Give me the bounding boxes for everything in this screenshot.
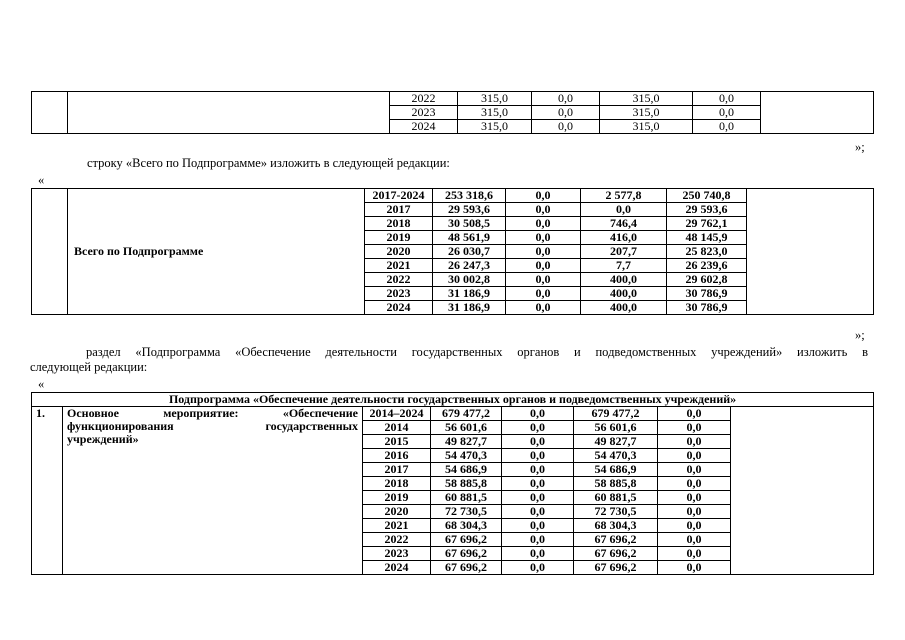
table-1 (31, 91, 874, 134)
year-cell: 2023 (365, 287, 433, 301)
value-cell: 56 601,6 (574, 421, 658, 435)
value-cell: 31 186,9 (433, 287, 506, 301)
value-cell: 250 740,8 (667, 189, 747, 203)
year-cell: 2020 (363, 505, 431, 519)
value-cell: 0,0 (658, 533, 731, 547)
value-cell: 29 593,6 (667, 203, 747, 217)
value-cell: 0,0 (506, 287, 581, 301)
year-cell: 2021 (365, 259, 433, 273)
empty-cell (761, 92, 874, 134)
description-word: функционирования (67, 419, 174, 433)
value-cell: 58 885,8 (431, 477, 502, 491)
value-cell: 72 730,5 (431, 505, 502, 519)
value-cell: 0,0 (658, 547, 731, 561)
year-cell: 2023 (390, 106, 458, 120)
value-cell: 0,0 (532, 120, 600, 134)
description-word: государственных (265, 419, 358, 433)
value-cell: 315,0 (600, 92, 693, 106)
year-cell: 2024 (363, 561, 431, 575)
value-cell: 26 239,6 (667, 259, 747, 273)
year-cell: 2017-2024 (365, 189, 433, 203)
value-cell: 58 885,8 (574, 477, 658, 491)
year-cell: 2024 (365, 301, 433, 315)
value-cell: 26 030,7 (433, 245, 506, 259)
value-cell: 0,0 (658, 463, 731, 477)
description-word: мероприятие: (163, 406, 239, 420)
value-cell: 67 696,2 (574, 533, 658, 547)
value-cell: 72 730,5 (574, 505, 658, 519)
value-cell: 0,0 (506, 231, 581, 245)
table-2 (31, 188, 874, 315)
value-cell: 0,0 (658, 491, 731, 505)
value-cell: 60 881,5 (574, 491, 658, 505)
value-cell: 0,0 (532, 106, 600, 120)
year-cell: 2017 (363, 463, 431, 477)
value-cell: 0,0 (693, 120, 761, 134)
value-cell: 0,0 (658, 421, 731, 435)
instruction-line: раздел «Подпрограмма «Обеспечение деятельности государственных органов и подведомственных учреждений» изложить в (86, 345, 868, 359)
year-cell: 2017 (365, 203, 433, 217)
value-cell: 48 145,9 (667, 231, 747, 245)
value-cell: 25 823,0 (667, 245, 747, 259)
year-cell: 2019 (363, 491, 431, 505)
table-row (32, 189, 874, 203)
value-cell: 400,0 (581, 301, 667, 315)
description-word: Основное (67, 406, 119, 420)
year-cell: 2022 (390, 92, 458, 106)
value-cell: 0,0 (658, 519, 731, 533)
year-cell: 2021 (363, 519, 431, 533)
value-cell: 54 470,3 (574, 449, 658, 463)
value-cell: 0,0 (506, 203, 581, 217)
year-cell: 2019 (365, 231, 433, 245)
value-cell: 315,0 (458, 92, 532, 106)
empty-cell (731, 407, 874, 575)
value-cell: 2 577,8 (581, 189, 667, 203)
value-cell: 60 881,5 (431, 491, 502, 505)
value-cell: 0,0 (506, 259, 581, 273)
value-cell: 67 696,2 (431, 533, 502, 547)
value-cell: 30 002,8 (433, 273, 506, 287)
close-quote: »; (855, 328, 865, 342)
year-cell: 2023 (363, 547, 431, 561)
value-cell: 26 247,3 (433, 259, 506, 273)
table-row (32, 407, 874, 421)
value-cell: 0,0 (506, 301, 581, 315)
value-cell: 48 561,9 (433, 231, 506, 245)
value-cell: 0,0 (502, 477, 574, 491)
value-cell: 253 318,6 (433, 189, 506, 203)
value-cell: 207,7 (581, 245, 667, 259)
value-cell: 0,0 (502, 519, 574, 533)
value-cell: 7,7 (581, 259, 667, 273)
year-cell: 2022 (365, 273, 433, 287)
value-cell: 416,0 (581, 231, 667, 245)
value-cell: 0,0 (693, 92, 761, 106)
value-cell: 0,0 (658, 435, 731, 449)
value-cell: 68 304,3 (431, 519, 502, 533)
value-cell: 0,0 (502, 463, 574, 477)
value-cell: 0,0 (506, 245, 581, 259)
value-cell: 0,0 (658, 561, 731, 575)
value-cell: 68 304,3 (574, 519, 658, 533)
value-cell: 0,0 (506, 217, 581, 231)
value-cell: 315,0 (458, 120, 532, 134)
value-cell: 67 696,2 (431, 547, 502, 561)
value-cell: 0,0 (658, 449, 731, 463)
close-quote: »; (855, 140, 865, 154)
activity-description (63, 407, 363, 575)
year-cell: 2024 (390, 120, 458, 134)
value-cell: 0,0 (658, 505, 731, 519)
year-cell: 2020 (365, 245, 433, 259)
value-cell: 29 762,1 (667, 217, 747, 231)
value-cell: 315,0 (600, 106, 693, 120)
value-cell: 67 696,2 (431, 561, 502, 575)
value-cell: 0,0 (502, 491, 574, 505)
value-cell: 67 696,2 (574, 547, 658, 561)
instruction-text (30, 345, 868, 375)
value-cell: 0,0 (502, 449, 574, 463)
value-cell: 0,0 (502, 561, 574, 575)
value-cell: 0,0 (502, 421, 574, 435)
value-cell: 49 827,7 (431, 435, 502, 449)
row-number: 1. (32, 407, 63, 575)
value-cell: 0,0 (502, 407, 574, 421)
value-cell: 0,0 (658, 477, 731, 491)
table-row (32, 92, 874, 106)
number-cell (32, 92, 68, 134)
value-cell: 54 470,3 (431, 449, 502, 463)
value-cell: 400,0 (581, 273, 667, 287)
value-cell: 54 686,9 (431, 463, 502, 477)
description-word: «Обеспечение (282, 406, 358, 420)
open-quote: « (38, 173, 45, 187)
value-cell: 679 477,2 (431, 407, 502, 421)
value-cell: 0,0 (502, 533, 574, 547)
value-cell: 0,0 (658, 407, 731, 421)
value-cell: 29 602,8 (667, 273, 747, 287)
section-header-row (32, 393, 874, 407)
year-cell: 2016 (363, 449, 431, 463)
open-quote: « (38, 377, 45, 391)
year-cell: 2014 (363, 421, 431, 435)
value-cell: 0,0 (502, 505, 574, 519)
value-cell: 30 786,9 (667, 301, 747, 315)
description-cell (68, 92, 390, 134)
value-cell: 0,0 (693, 106, 761, 120)
value-cell: 315,0 (600, 120, 693, 134)
value-cell: 315,0 (458, 106, 532, 120)
value-cell: 400,0 (581, 287, 667, 301)
value-cell: 0,0 (506, 189, 581, 203)
year-cell: 2018 (365, 217, 433, 231)
value-cell: 746,4 (581, 217, 667, 231)
value-cell: 0,0 (502, 435, 574, 449)
instruction-text: строку «Всего по Подпрограмме» изложить в следующей редакции: (87, 156, 450, 170)
value-cell: 54 686,9 (574, 463, 658, 477)
value-cell: 49 827,7 (574, 435, 658, 449)
value-cell: 30 508,5 (433, 217, 506, 231)
value-cell: 56 601,6 (431, 421, 502, 435)
value-cell: 0,0 (506, 273, 581, 287)
total-label: Всего по Подпрограмме (68, 189, 365, 315)
empty-cell (747, 189, 874, 315)
value-cell: 679 477,2 (574, 407, 658, 421)
year-cell: 2015 (363, 435, 431, 449)
description-line: учреждений» (67, 432, 139, 446)
year-cell: 2022 (363, 533, 431, 547)
value-cell: 29 593,6 (433, 203, 506, 217)
value-cell: 30 786,9 (667, 287, 747, 301)
year-cell: 2014–2024 (363, 407, 431, 421)
value-cell: 67 696,2 (574, 561, 658, 575)
section-title: Подпрограмма «Обеспечение деятельности государственных органов и подведомственных учреждений» (32, 393, 874, 407)
number-cell (32, 189, 68, 315)
value-cell: 0,0 (502, 547, 574, 561)
table-3 (31, 392, 874, 575)
instruction-line: следующей редакции: (30, 360, 148, 374)
value-cell: 0,0 (581, 203, 667, 217)
year-cell: 2018 (363, 477, 431, 491)
value-cell: 31 186,9 (433, 301, 506, 315)
value-cell: 0,0 (532, 92, 600, 106)
